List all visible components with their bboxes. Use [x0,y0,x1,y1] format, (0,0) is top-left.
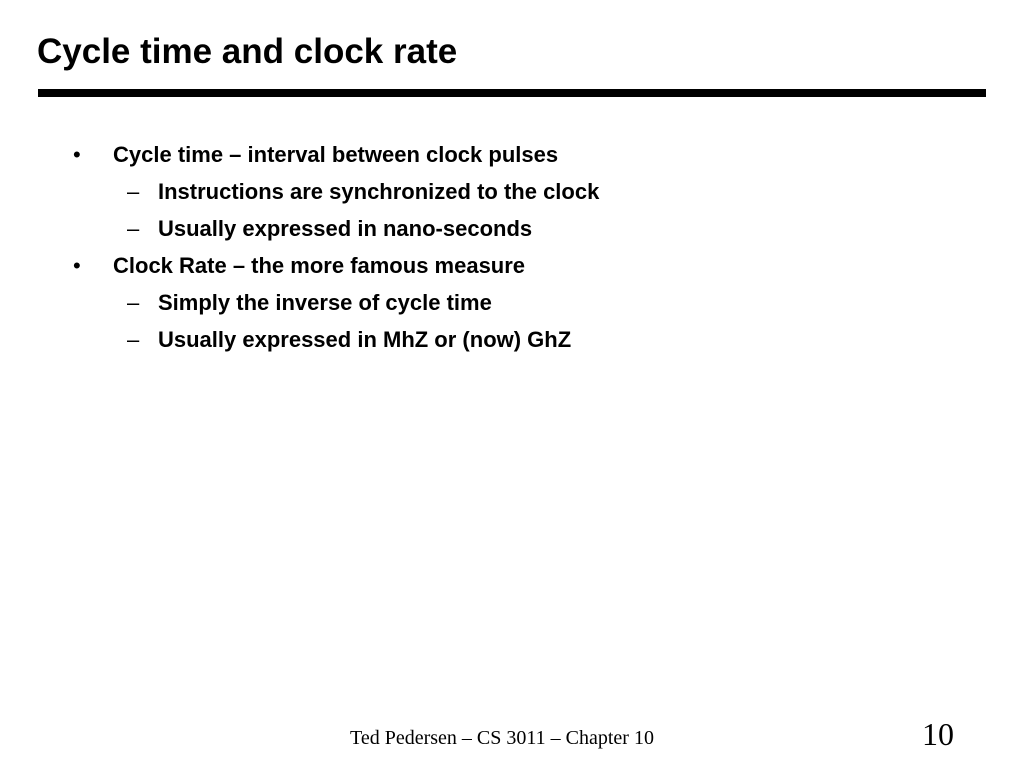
title-underline-rule [38,89,986,97]
sub-bullet-marker: – [127,327,140,352]
slide-title: Cycle time and clock rate [37,32,458,71]
bullet-text: Clock Rate – the more famous measure [113,253,526,278]
sub-bullet-text: Simply the inverse of cycle time [158,290,492,315]
bullet-text: Cycle time – interval between clock pulses [113,142,559,167]
slide-number: 10 [922,716,954,752]
bullet-marker: • [73,253,81,278]
sub-bullet-marker: – [127,216,140,241]
slide-footer: Ted Pedersen – CS 3011 – Chapter 10 [350,727,654,749]
sub-bullet-text: Usually expressed in MhZ or (now) GhZ [158,327,572,352]
sub-bullet-text: Instructions are synchronized to the clock [158,179,600,204]
bullet-marker: • [73,142,81,167]
sub-bullet-marker: – [127,179,140,204]
sub-bullet-text: Usually expressed in nano-seconds [158,216,533,241]
sub-bullet-marker: – [127,290,140,315]
